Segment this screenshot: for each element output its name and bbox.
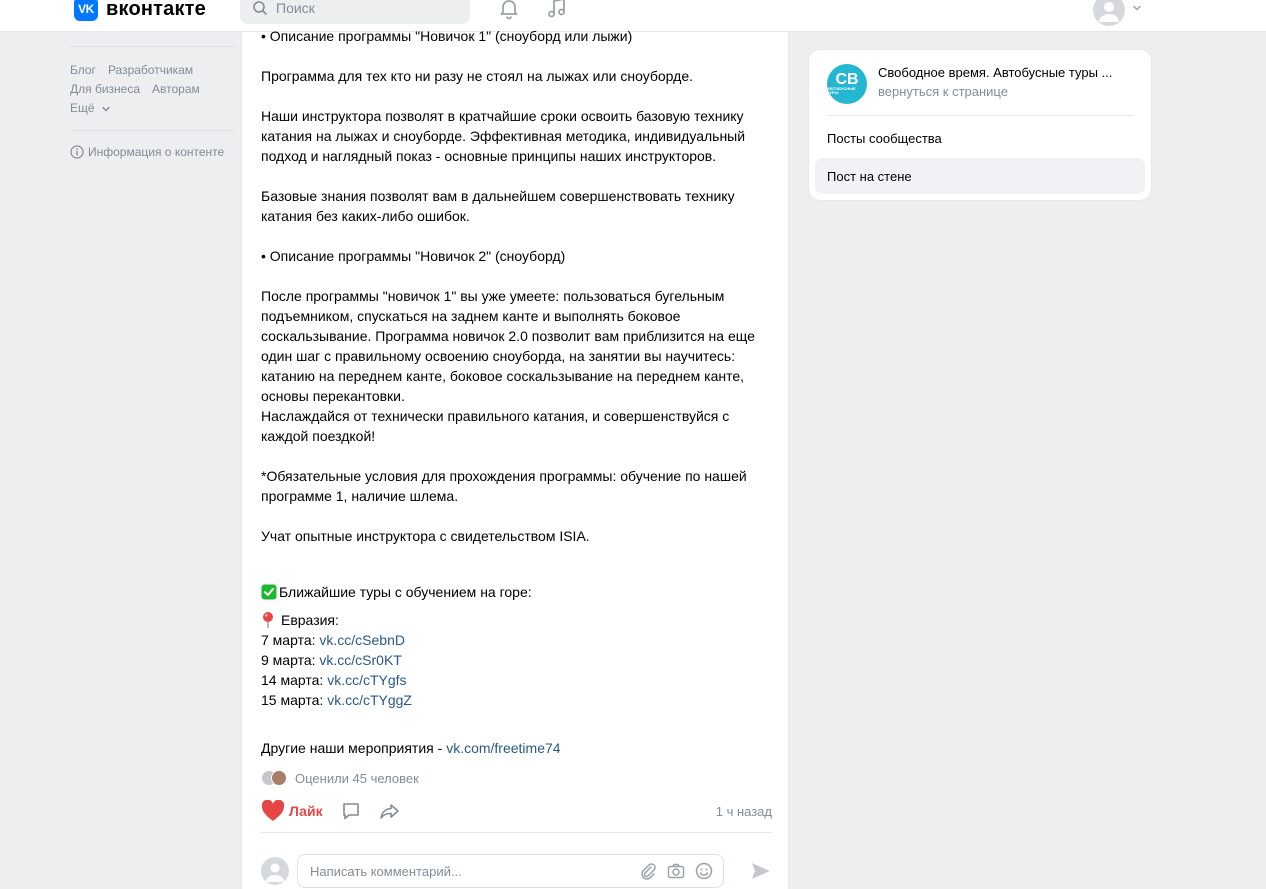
share-icon — [379, 801, 401, 821]
send-icon[interactable] — [750, 861, 772, 881]
group-text — [878, 64, 1112, 104]
music-icon[interactable] — [545, 0, 569, 20]
developers-link[interactable]: Разработчикам — [107, 63, 194, 77]
paperclip-icon[interactable] — [639, 862, 657, 880]
tours-heading — [261, 582, 532, 602]
tour-date: 14 марта: — [261, 672, 324, 688]
blog-link[interactable]: Блог — [70, 63, 96, 77]
search-input[interactable] — [276, 0, 456, 16]
reactions-summary[interactable] — [261, 770, 419, 786]
map-pin-icon — [261, 611, 275, 629]
left-footer-nav — [70, 46, 235, 159]
comment-input[interactable] — [310, 864, 639, 879]
avatar-icon[interactable] — [1093, 0, 1125, 26]
right-panel — [808, 49, 1152, 201]
tour-row — [261, 650, 402, 670]
info-icon — [70, 145, 84, 159]
group-logo-mark: СВ — [835, 71, 859, 88]
more-menu[interactable] — [70, 99, 235, 118]
back-to-page-link[interactable]: вернуться к странице — [878, 84, 1008, 99]
post-paragraph: Наши инструктора позволят в кратчайшие сроки освоить базовую технику катания на лыжах и сноуборде. Эффективная методика, индивидуальный подход и наглядный показ - основные принципы наших инструкторов. — [261, 108, 746, 164]
group-logo — [827, 64, 867, 104]
heart-icon — [261, 800, 285, 822]
footer-links-row — [70, 80, 235, 99]
bell-icon[interactable] — [497, 0, 521, 20]
comment-field[interactable] — [297, 854, 724, 888]
other-events-link[interactable]: vk.com/freetime74 — [446, 740, 561, 756]
tour-date: 7 марта: — [261, 632, 316, 648]
menu-item-wall-post[interactable]: Пост на стене — [815, 158, 1145, 194]
vk-logo[interactable] — [74, 0, 206, 21]
tour-date: 15 марта: — [261, 692, 324, 708]
post-paragraph: Программа для тех кто ни разу не стоял на лыжах или сноуборде. — [261, 68, 693, 84]
search-box[interactable] — [240, 0, 470, 24]
comment-button[interactable] — [341, 801, 361, 821]
avatar — [271, 770, 287, 786]
menu-item-community-posts[interactable]: Посты сообщества — [827, 130, 942, 146]
post-paragraph: *Обязательные условия для прохождения программы: обучение по нашей программе 1, наличие шлема. — [261, 468, 747, 504]
like-label: Лайк — [289, 803, 323, 819]
group-logo-sub: АВТОБУСНЫЕ ТУРЫ — [827, 86, 856, 95]
comment-tools — [639, 862, 713, 880]
post-paragraph: • Описание программы "Новичок 2" (сноуборд) — [261, 248, 566, 264]
comment-composer — [261, 854, 772, 888]
tour-link[interactable]: vk.cc/cSebnD — [319, 632, 405, 648]
divider — [70, 46, 235, 47]
camera-icon[interactable] — [667, 862, 685, 880]
tour-row — [261, 670, 407, 690]
tour-link[interactable]: vk.cc/cTYgfs — [327, 672, 407, 688]
content-info-link[interactable] — [70, 145, 235, 159]
post-paragraph: После программы "новичок 1" вы уже умеете: пользоваться бугельным подъемником, спускаться на заднем канте и выполнять боковое соскальзывание. Программа новичок 2.0 позволит вам приблизится на еще один шаг с правильному освоению сноуборда, на занятии вы научитесь: катанию на переднем канте, боковое соскальзывание на переднем канте, основы перекантовки. Наслаждайся от технически правильного катания, и совершенствуйся с каждой поездкой! — [261, 288, 755, 444]
check-mark-icon — [261, 584, 277, 600]
reaction-avatars — [261, 770, 287, 786]
tour-row — [261, 690, 412, 710]
comment-icon — [341, 801, 361, 821]
avatar — [261, 857, 289, 885]
tour-row — [261, 630, 405, 650]
share-button[interactable] — [379, 801, 401, 821]
chevron-down-icon[interactable] — [1131, 2, 1143, 14]
chevron-down-icon — [101, 104, 111, 114]
like-button[interactable] — [261, 800, 323, 822]
tour-link[interactable]: vk.cc/cTYggZ — [327, 692, 412, 708]
vk-logo-text: вконтакте — [106, 0, 206, 20]
location-text: Евразия: — [281, 612, 339, 628]
wall-post — [241, 28, 789, 889]
top-header — [0, 0, 1266, 32]
group-header[interactable] — [827, 64, 1112, 104]
tour-link[interactable]: vk.cc/cSr0KT — [319, 652, 402, 668]
authors-link[interactable]: Авторам — [152, 82, 200, 96]
post-paragraph: Базовые знания позволят вам в дальнейшем совершенствовать технику катания без каких-либо ошибок. — [261, 188, 735, 224]
divider — [261, 832, 772, 833]
divider — [70, 130, 235, 131]
tours-heading-text: Ближайшие туры с обучением на горе: — [279, 584, 532, 600]
post-time[interactable]: 1 ч назад — [715, 803, 772, 819]
emoji-icon[interactable] — [695, 862, 713, 880]
business-link[interactable]: Для бизнеса — [70, 82, 141, 96]
other-events-line — [261, 738, 561, 758]
post-paragraph: Учат опытные инструктора с свидетельством ISIA. — [261, 528, 590, 544]
content-info-label: Информация о контенте — [88, 145, 225, 159]
group-title[interactable]: Свободное время. Автобусные туры ... — [878, 65, 1113, 80]
divider — [827, 115, 1133, 116]
post-actions — [261, 798, 772, 824]
more-label: Ещё — [70, 101, 95, 115]
location-line — [261, 610, 339, 630]
search-icon — [252, 0, 268, 16]
post-paragraph: • Описание программы "Новичок 1" (сноуборд или лыжи) — [261, 28, 633, 44]
other-events-label: Другие наши мероприятия - — [261, 740, 447, 756]
footer-links-row — [70, 61, 235, 80]
tour-date: 9 марта: — [261, 652, 316, 668]
vk-logo-mark: VK — [74, 0, 98, 21]
reactions-count: Оценили 45 человек — [295, 770, 419, 786]
